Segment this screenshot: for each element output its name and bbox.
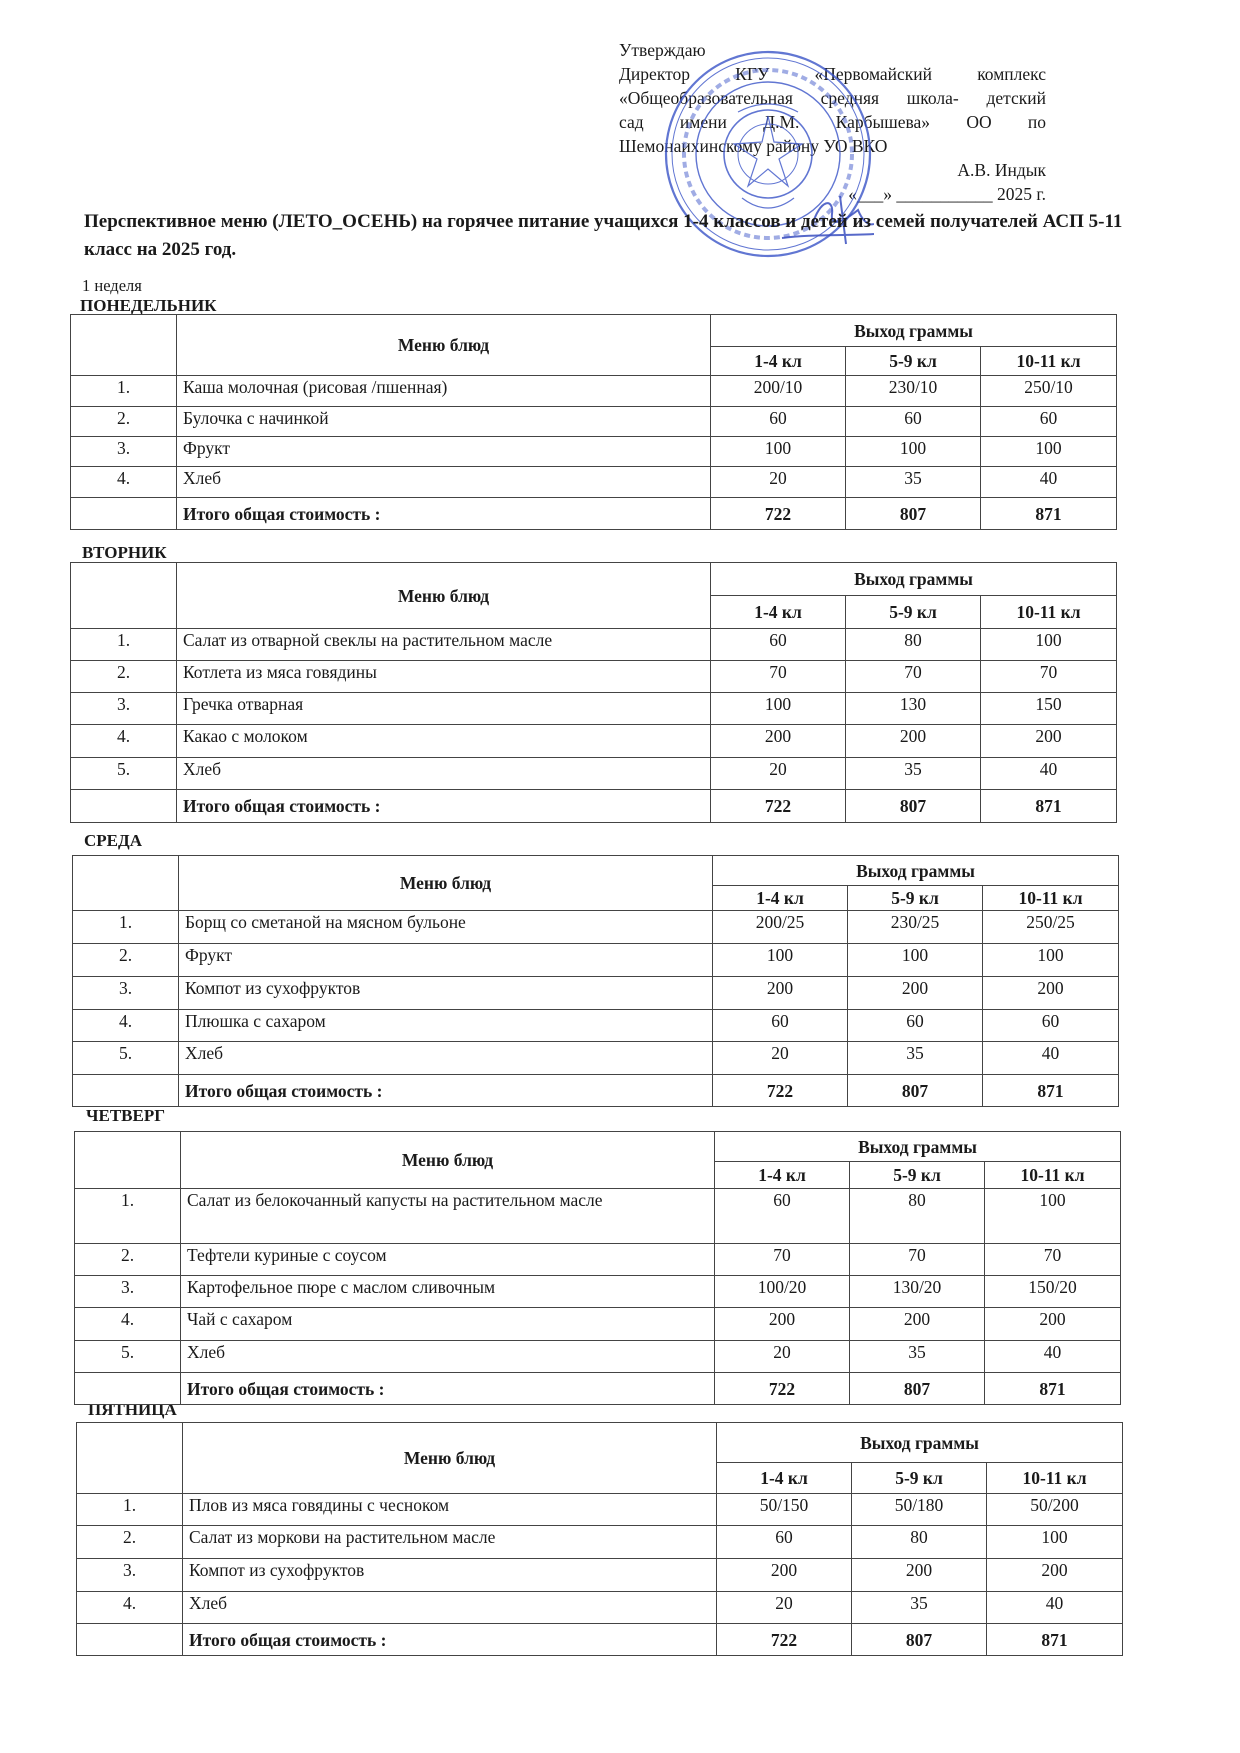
total-5-9: 807	[846, 790, 981, 823]
dish-name: Хлеб	[177, 758, 711, 790]
row-number: 4.	[75, 1308, 181, 1341]
value-10-11: 250/25	[983, 911, 1119, 944]
value-10-11: 200	[983, 977, 1119, 1010]
row-number: 4.	[71, 725, 177, 758]
empty-cell	[77, 1423, 183, 1494]
value-1-4: 20	[713, 1042, 848, 1075]
total-1-4: 722	[717, 1624, 852, 1656]
dish-name: Какао с молоком	[177, 725, 711, 758]
row-number: 4.	[71, 467, 177, 498]
value-1-4: 60	[715, 1189, 850, 1244]
header-output: Выход граммы	[711, 315, 1117, 347]
header-col-5-9: 5-9 кл	[846, 596, 981, 629]
row-number: 1.	[71, 629, 177, 661]
header-col-5-9: 5-9 кл	[850, 1162, 985, 1189]
value-10-11: 60	[981, 407, 1117, 437]
dish-name: Гречка отварная	[177, 693, 711, 725]
value-1-4: 60	[717, 1526, 852, 1559]
header-output: Выход граммы	[711, 563, 1117, 596]
dish-name: Картофельное пюре с маслом сливочным	[181, 1276, 715, 1308]
table-row	[77, 1526, 1123, 1559]
value-1-4: 200	[717, 1559, 852, 1592]
empty-cell	[73, 856, 179, 911]
value-5-9: 35	[850, 1341, 985, 1373]
day-label-tuesday: ВТОРНИК	[82, 543, 167, 562]
value-1-4: 100	[711, 693, 846, 725]
empty-cell	[71, 498, 177, 530]
total-1-4: 722	[711, 498, 846, 530]
row-number: 2.	[75, 1244, 181, 1276]
dish-name: Салат из отварной свеклы на растительном масле	[177, 629, 711, 661]
day-label-monday: ПОНЕДЕЛЬНИК	[80, 296, 217, 315]
header-output: Выход граммы	[717, 1423, 1123, 1463]
table-row	[73, 944, 1119, 977]
value-10-11: 200	[985, 1308, 1121, 1341]
row-number: 3.	[75, 1276, 181, 1308]
value-1-4: 200	[711, 725, 846, 758]
dish-name: Борщ со сметаной на мясном бульоне	[179, 911, 713, 944]
value-10-11: 100	[985, 1189, 1121, 1244]
table-row	[77, 1592, 1123, 1624]
table-row	[77, 1559, 1123, 1592]
table-row	[71, 629, 1117, 661]
total-5-9: 807	[848, 1075, 983, 1107]
empty-cell	[71, 790, 177, 823]
total-row	[77, 1624, 1123, 1656]
dish-name: Салат из белокочанный капусты на растительном масле	[181, 1189, 715, 1244]
table-row	[71, 437, 1117, 467]
dish-name: Фрукт	[179, 944, 713, 977]
value-5-9: 100	[846, 437, 981, 467]
header-col-10-11: 10-11 кл	[981, 347, 1117, 376]
value-10-11: 70	[985, 1244, 1121, 1276]
value-10-11: 40	[981, 758, 1117, 790]
empty-cell	[71, 315, 177, 376]
value-1-4: 100/20	[715, 1276, 850, 1308]
value-1-4: 200	[713, 977, 848, 1010]
empty-cell	[71, 563, 177, 629]
value-1-4: 60	[711, 407, 846, 437]
header-menu: Меню блюд	[183, 1423, 717, 1494]
value-5-9: 80	[850, 1189, 985, 1244]
total-10-11: 871	[987, 1624, 1123, 1656]
value-1-4: 60	[711, 629, 846, 661]
approval-line: Директор КГУ «Первомайский комплекс	[619, 64, 1046, 84]
value-5-9: 60	[848, 1010, 983, 1042]
dish-name: Котлета из мяса говядины	[177, 661, 711, 693]
day-label-friday: ПЯТНИЦА	[88, 1400, 177, 1419]
document-title: Перспективное меню (ЛЕТО_ОСЕНЬ) на горячее питание учащихся 1-4 классов и детей из семей получателей АСП 5-11 класс на 2025 год.	[84, 211, 1123, 260]
header-col-10-11: 10-11 кл	[983, 886, 1119, 911]
value-10-11: 250/10	[981, 376, 1117, 407]
header-menu: Меню блюд	[177, 315, 711, 376]
table-row	[73, 977, 1119, 1010]
row-number: 4.	[73, 1010, 179, 1042]
dish-name: Хлеб	[177, 467, 711, 498]
value-5-9: 130/20	[850, 1276, 985, 1308]
value-10-11: 100	[983, 944, 1119, 977]
value-5-9: 70	[846, 661, 981, 693]
value-1-4: 100	[713, 944, 848, 977]
value-1-4: 200/25	[713, 911, 848, 944]
value-10-11: 150/20	[985, 1276, 1121, 1308]
total-1-4: 722	[711, 790, 846, 823]
value-1-4: 70	[711, 661, 846, 693]
header-menu: Меню блюд	[177, 563, 711, 629]
header-col-5-9: 5-9 кл	[846, 347, 981, 376]
value-5-9: 200	[846, 725, 981, 758]
value-5-9: 60	[846, 407, 981, 437]
row-number: 1.	[71, 376, 177, 407]
header-col-1-4: 1-4 кл	[713, 886, 848, 911]
row-number: 3.	[73, 977, 179, 1010]
value-5-9: 35	[852, 1592, 987, 1624]
dish-name: Фрукт	[177, 437, 711, 467]
header-col-1-4: 1-4 кл	[717, 1463, 852, 1494]
header-output: Выход граммы	[715, 1132, 1121, 1162]
table-row	[71, 661, 1117, 693]
value-10-11: 40	[987, 1592, 1123, 1624]
value-5-9: 35	[846, 758, 981, 790]
day-label-wednesday: СРЕДА	[84, 831, 142, 850]
table-row	[75, 1308, 1121, 1341]
table-row	[73, 1042, 1119, 1075]
header-menu: Меню блюд	[179, 856, 713, 911]
menu-table-monday	[70, 314, 1117, 530]
header-col-1-4: 1-4 кл	[715, 1162, 850, 1189]
menu-table-wednesday	[72, 855, 1119, 1107]
value-10-11: 100	[981, 629, 1117, 661]
empty-cell	[75, 1132, 181, 1189]
row-number: 4.	[77, 1592, 183, 1624]
value-1-4: 70	[715, 1244, 850, 1276]
value-5-9: 200	[852, 1559, 987, 1592]
value-10-11: 100	[981, 437, 1117, 467]
value-1-4: 20	[717, 1592, 852, 1624]
total-5-9: 807	[846, 498, 981, 530]
total-1-4: 722	[713, 1075, 848, 1107]
value-5-9: 230/10	[846, 376, 981, 407]
approval-line: Шемонаихинскому району УО ВКО	[619, 136, 888, 156]
dish-name: Каша молочная (рисовая /пшенная)	[177, 376, 711, 407]
value-10-11: 40	[981, 467, 1117, 498]
row-number: 1.	[75, 1189, 181, 1244]
table-row	[71, 407, 1117, 437]
table-row	[73, 911, 1119, 944]
total-label: Итого общая стоимость :	[179, 1075, 713, 1107]
row-number: 2.	[73, 944, 179, 977]
row-number: 3.	[71, 437, 177, 467]
total-label: Итого общая стоимость :	[177, 498, 711, 530]
total-10-11: 871	[981, 498, 1117, 530]
row-number: 3.	[77, 1559, 183, 1592]
dish-name: Плов из мяса говядины с чесноком	[183, 1494, 717, 1526]
empty-cell	[75, 1373, 181, 1405]
dish-name: Булочка с начинкой	[177, 407, 711, 437]
approval-signer: А.В. Индык	[957, 160, 1046, 180]
total-row	[71, 498, 1117, 530]
total-label: Итого общая стоимость :	[177, 790, 711, 823]
header-col-5-9: 5-9 кл	[848, 886, 983, 911]
dish-name: Хлеб	[179, 1042, 713, 1075]
approval-line: Утверждаю	[619, 40, 706, 60]
value-5-9: 35	[846, 467, 981, 498]
value-10-11: 40	[985, 1341, 1121, 1373]
value-10-11: 100	[987, 1526, 1123, 1559]
empty-cell	[73, 1075, 179, 1107]
value-1-4: 20	[711, 467, 846, 498]
header-menu: Меню блюд	[181, 1132, 715, 1189]
value-5-9: 35	[848, 1042, 983, 1075]
dish-name: Салат из моркови на растительном масле	[183, 1526, 717, 1559]
table-row	[75, 1276, 1121, 1308]
table-row	[77, 1494, 1123, 1526]
dish-name: Тефтели куриные с соусом	[181, 1244, 715, 1276]
dish-name: Компот из сухофруктов	[183, 1559, 717, 1592]
header-col-1-4: 1-4 кл	[711, 347, 846, 376]
table-row	[75, 1244, 1121, 1276]
value-1-4: 20	[715, 1341, 850, 1373]
total-label: Итого общая стоимость :	[183, 1624, 717, 1656]
value-1-4: 60	[713, 1010, 848, 1042]
empty-cell	[77, 1624, 183, 1656]
total-10-11: 871	[981, 790, 1117, 823]
total-label: Итого общая стоимость :	[181, 1373, 715, 1405]
row-number: 1.	[77, 1494, 183, 1526]
header-col-10-11: 10-11 кл	[985, 1162, 1121, 1189]
dish-name: Чай с сахаром	[181, 1308, 715, 1341]
dish-name: Хлеб	[181, 1341, 715, 1373]
value-5-9: 230/25	[848, 911, 983, 944]
value-10-11: 200	[987, 1559, 1123, 1592]
row-number: 5.	[73, 1042, 179, 1075]
week-label: 1 неделя	[82, 276, 142, 295]
table-row	[71, 467, 1117, 498]
value-5-9: 80	[846, 629, 981, 661]
total-row	[73, 1075, 1119, 1107]
total-10-11: 871	[983, 1075, 1119, 1107]
value-10-11: 70	[981, 661, 1117, 693]
table-row	[71, 376, 1117, 407]
value-5-9: 100	[848, 944, 983, 977]
row-number: 2.	[71, 407, 177, 437]
row-number: 5.	[71, 758, 177, 790]
approval-date: «___» ___________ 2025 г.	[848, 184, 1046, 204]
value-5-9: 70	[850, 1244, 985, 1276]
table-row	[71, 693, 1117, 725]
value-10-11: 200	[981, 725, 1117, 758]
value-10-11: 50/200	[987, 1494, 1123, 1526]
total-10-11: 871	[985, 1373, 1121, 1405]
table-row	[71, 758, 1117, 790]
row-number: 5.	[75, 1341, 181, 1373]
table-row	[75, 1189, 1121, 1244]
header-col-5-9: 5-9 кл	[852, 1463, 987, 1494]
menu-table-tuesday	[70, 562, 1117, 823]
total-5-9: 807	[850, 1373, 985, 1405]
header-col-10-11: 10-11 кл	[987, 1463, 1123, 1494]
menu-table-thursday	[74, 1131, 1121, 1405]
row-number: 1.	[73, 911, 179, 944]
value-5-9: 80	[852, 1526, 987, 1559]
row-number: 2.	[71, 661, 177, 693]
table-row	[75, 1341, 1121, 1373]
header-output: Выход граммы	[713, 856, 1119, 886]
value-5-9: 200	[848, 977, 983, 1010]
row-number: 3.	[71, 693, 177, 725]
header-col-10-11: 10-11 кл	[981, 596, 1117, 629]
total-row	[71, 790, 1117, 823]
value-1-4: 20	[711, 758, 846, 790]
dish-name: Хлеб	[183, 1592, 717, 1624]
value-10-11: 40	[983, 1042, 1119, 1075]
value-1-4: 200	[715, 1308, 850, 1341]
approval-line: «Общеобразовательная средняя школа- детский	[619, 88, 1046, 108]
header-col-1-4: 1-4 кл	[711, 596, 846, 629]
value-5-9: 50/180	[852, 1494, 987, 1526]
row-number: 2.	[77, 1526, 183, 1559]
day-label-thursday: ЧЕТВЕРГ	[86, 1106, 166, 1125]
value-1-4: 50/150	[717, 1494, 852, 1526]
value-10-11: 150	[981, 693, 1117, 725]
table-row	[71, 725, 1117, 758]
dish-name: Плюшка с сахаром	[179, 1010, 713, 1042]
approval-line: сад имени Д.М. Карбышева» ОО по	[619, 112, 1046, 132]
table-row	[73, 1010, 1119, 1042]
value-5-9: 130	[846, 693, 981, 725]
value-10-11: 60	[983, 1010, 1119, 1042]
total-1-4: 722	[715, 1373, 850, 1405]
total-5-9: 807	[852, 1624, 987, 1656]
total-row	[75, 1373, 1121, 1405]
menu-table-friday	[76, 1422, 1123, 1656]
value-5-9: 200	[850, 1308, 985, 1341]
value-1-4: 100	[711, 437, 846, 467]
dish-name: Компот из сухофруктов	[179, 977, 713, 1010]
value-1-4: 200/10	[711, 376, 846, 407]
